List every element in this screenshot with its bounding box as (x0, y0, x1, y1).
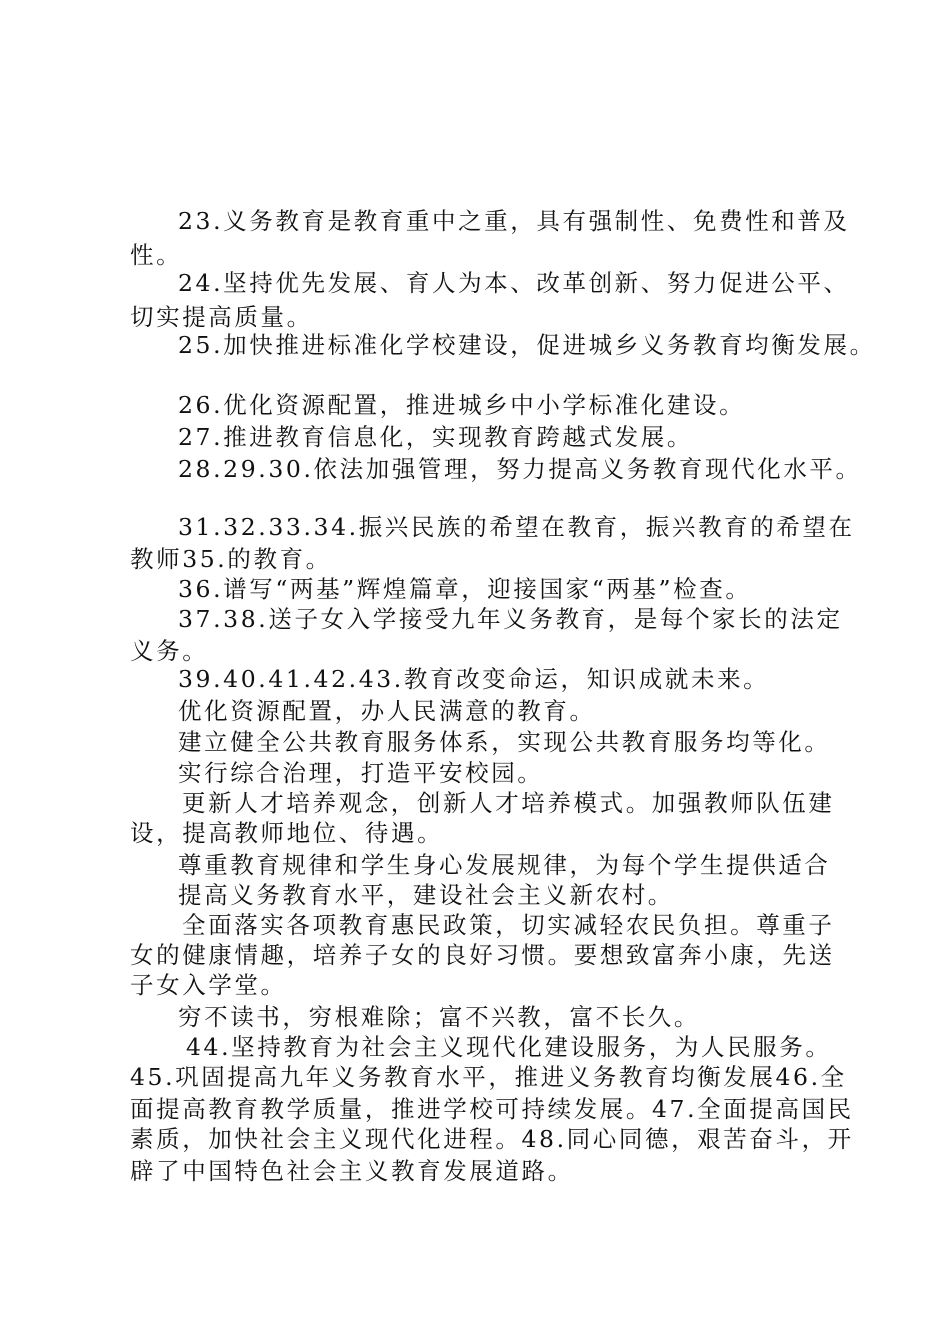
text-line: 优化资源配置，办人民满意的教育。 (178, 697, 596, 725)
text-line: 27.推进教育信息化，实现教育跨越式发展。 (178, 423, 693, 451)
text-line: 44.坚持教育为社会主义现代化建设服务，为人民服务。 (186, 1033, 832, 1061)
text-line: 辟了中国特色社会主义教育发展道路。 (130, 1157, 574, 1185)
text-line: 提高义务教育水平，建设社会主义新农村。 (178, 881, 674, 909)
text-line: 24.坚持优先发展、育人为本、改革创新、努力促进公平、 (178, 269, 850, 297)
text-line: 教师35.的教育。 (130, 545, 332, 573)
text-line: 更新人才培养观念，创新人才培养模式。加强教师队伍建 (182, 789, 835, 817)
text-line: 26.优化资源配置，推进城乡中小学标准化建设。 (178, 391, 746, 419)
text-line: 素质，加快社会主义现代化进程。48.同心同德，艰苦奋斗，开 (130, 1125, 854, 1153)
text-line: 面提高教育教学质量，推进学校可持续发展。47.全面提高国民 (130, 1095, 854, 1123)
text-line: 女的健康情趣，培养子女的良好习惯。要想致富奔小康，先送 (130, 941, 835, 969)
text-line: 23.义务教育是教育重中之重，具有强制性、免费性和普及 (178, 207, 850, 235)
text-line: 性。 (130, 241, 183, 269)
text-line: 31.32.33.34.振兴民族的希望在教育，振兴教育的希望在 (178, 513, 855, 541)
text-line: 25.加快推进标准化学校建设，促进城乡义务教育均衡发展。 (178, 331, 876, 359)
text-line: 建立健全公共教育服务体系，实现公共教育服务均等化。 (178, 728, 831, 756)
text-line: 28.29.30.依法加强管理，努力提高义务教育现代化水平。 (178, 455, 862, 483)
text-line: 子女入学堂。 (130, 971, 287, 999)
text-line: 尊重教育规律和学生身心发展规律，为每个学生提供适合 (178, 851, 831, 879)
text-line: 实行综合治理，打造平安校园。 (178, 759, 544, 787)
text-line: 36.谱写“两基”辉煌篇章，迎接国家“两基”检查。 (178, 575, 752, 603)
text-line: 39.40.41.42.43.教育改变命运，知识成就未来。 (178, 665, 770, 693)
text-line: 设，提高教师地位、待遇。 (130, 819, 444, 847)
text-line: 穷不读书，穷根难除；富不兴教，富不长久。 (178, 1003, 700, 1031)
text-line: 37.38.送子女入学接受九年义务教育，是每个家长的法定 (178, 605, 843, 633)
text-line: 45.巩固提高九年义务教育水平，推进义务教育均衡发展46.全 (130, 1063, 847, 1091)
text-line: 全面落实各项教育惠民政策，切实减轻农民负担。尊重子 (182, 911, 835, 939)
text-line: 切实提高质量。 (130, 303, 313, 331)
text-line: 义务。 (130, 637, 209, 665)
